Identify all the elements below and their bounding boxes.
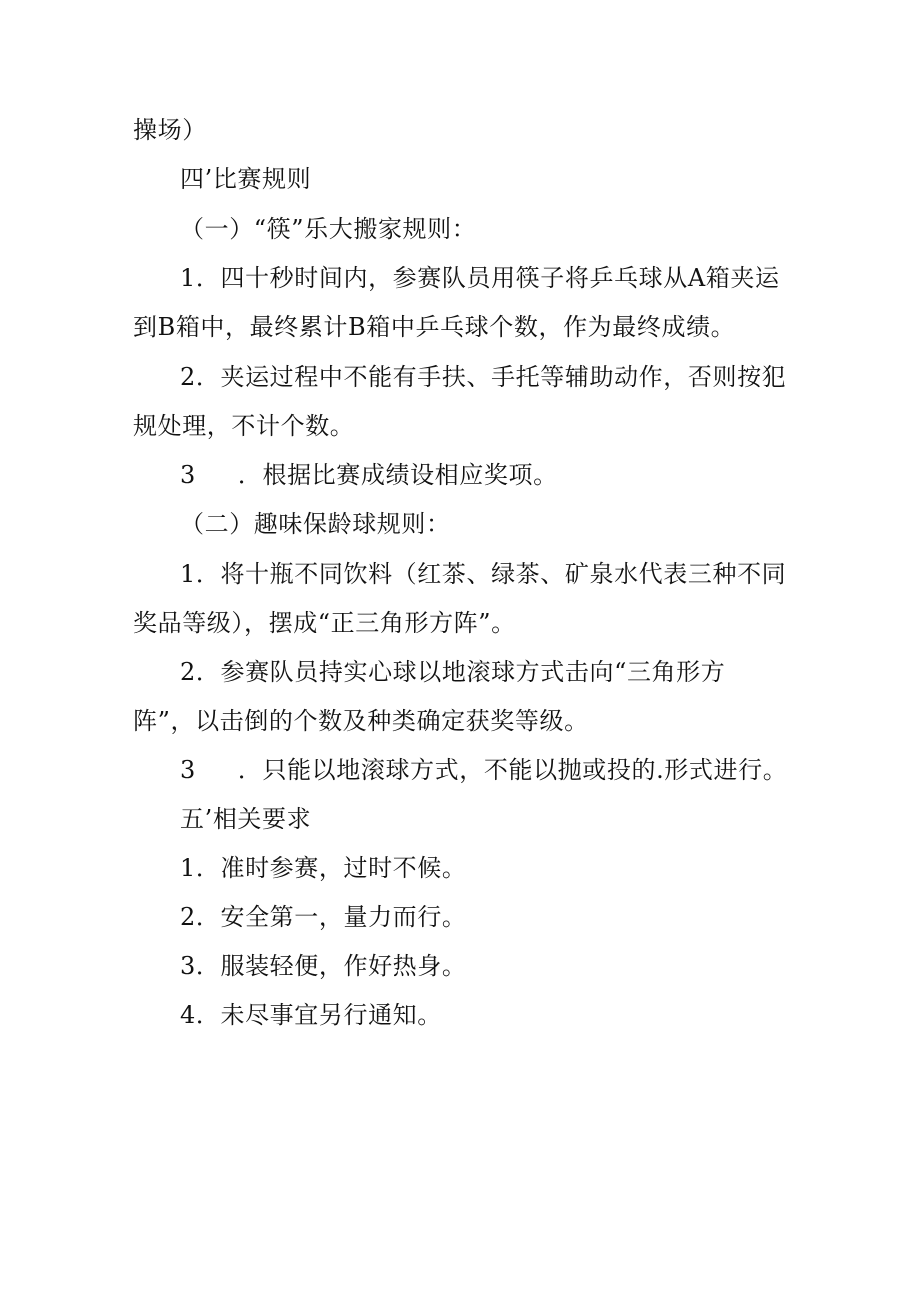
paragraph-line: 奖品等级），摆成“正三角形方阵”。: [133, 609, 516, 637]
paragraph-line: [180, 459, 558, 491]
paragraph-line: 2．参赛队员持实心球以地滚球方式击向“三角形方: [180, 658, 726, 686]
paragraph-line: 阵”，以击倒的个数及种类确定获奖等级。: [133, 707, 589, 735]
paragraph-line: 1．将十瓶不同饮料（红茶、绿茶、矿泉水代表三种不同: [180, 560, 787, 588]
subsection-heading-bowling: （二）趣味保龄球规则：: [180, 510, 451, 538]
item-number: 3: [180, 461, 196, 489]
continuation-line: 操场）: [133, 116, 207, 144]
requirement-item: 4．未尽事宜另行通知。: [180, 1001, 442, 1029]
item-text: ．只能以地滚球方式，不能以抛或投的.形式进行。: [237, 756, 788, 784]
item-number: 3: [180, 756, 196, 784]
subsection-heading-chopsticks: （一）“筷”乐大搬家规则：: [180, 215, 477, 243]
paragraph-line: [180, 754, 787, 786]
requirement-item: 1．准时参赛，过时不候。: [180, 854, 467, 882]
section-heading-rules: 四’比赛规则: [180, 165, 312, 193]
paragraph-line: 规处理，不计个数。: [133, 412, 355, 440]
requirement-item: 2．安全第一，量力而行。: [180, 903, 467, 931]
requirement-item: 3．服装轻便，作好热身。: [180, 952, 467, 980]
section-heading-requirements: 五’相关要求: [180, 805, 312, 833]
paragraph-line: 1．四十秒时间内，参赛队员用筷子将乒乓球从A箱夹运: [180, 264, 780, 292]
paragraph-line: 到B箱中，最终累计B箱中乒乓球个数，作为最终成绩。: [133, 313, 736, 341]
item-text: ．根据比赛成绩设相应奖项。: [237, 461, 558, 489]
paragraph-line: 2．夹运过程中不能有手扶、手托等辅助动作，否则按犯: [180, 363, 787, 391]
